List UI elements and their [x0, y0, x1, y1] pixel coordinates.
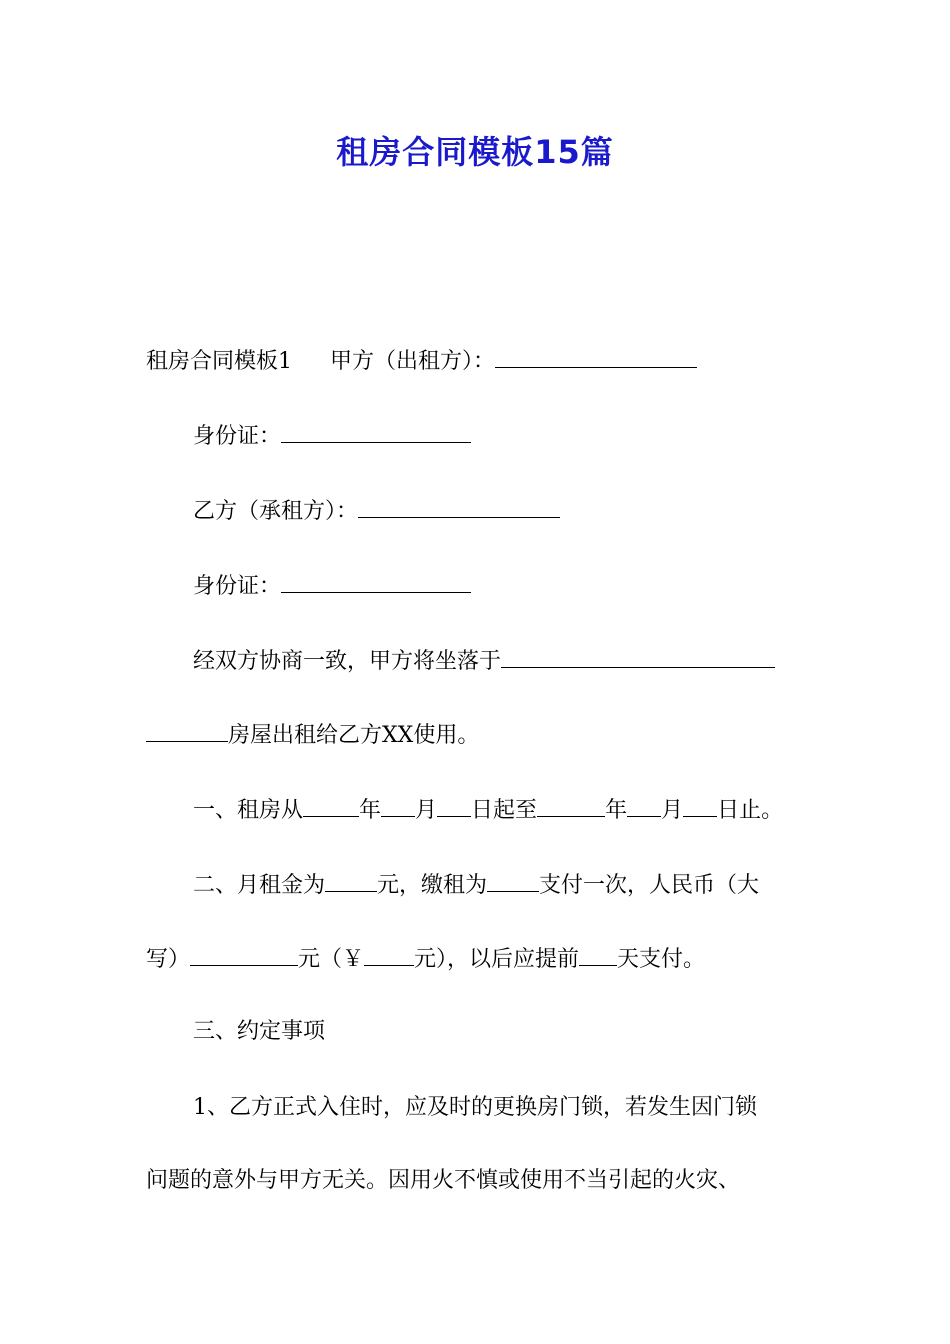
- contract-line-id-a: [193, 420, 471, 452]
- location-blank: [501, 645, 775, 668]
- rent-period-blank: [487, 869, 539, 892]
- contract-heading: 租房合同模板1: [146, 349, 292, 374]
- term-end-day-blank: [683, 794, 717, 817]
- document-title: 租房合同模板15篇: [336, 133, 614, 171]
- term-end-year-label: 年: [605, 798, 628, 823]
- party-a-label: 甲方（出租方）：: [330, 349, 496, 374]
- term-end-month-label: 月: [661, 798, 684, 823]
- rent-rmb-label: 支付一次，人民币（大: [539, 873, 760, 898]
- contract-line-term: [193, 794, 783, 826]
- clause-1-text-cont: 问题的意外与甲方无关。因用火不慎或使用不当引起的火灾、: [146, 1168, 741, 1193]
- rent-advance-label: 元），以后应提前: [414, 947, 580, 972]
- contract-line-rent: [193, 869, 759, 901]
- term-text-start: 一、租房从: [193, 798, 304, 823]
- term-month-label: 月: [415, 798, 438, 823]
- contract-line-house: [146, 719, 479, 751]
- term-start-year-blank: [303, 794, 359, 817]
- term-end-year-blank: [537, 794, 605, 817]
- term-year-label: 年: [359, 798, 382, 823]
- contract-line-location: [193, 645, 775, 677]
- contract-line-clause-1: [193, 1093, 757, 1123]
- location-blank-cont: [146, 719, 228, 742]
- rent-yuan-label: 元（￥: [298, 947, 365, 972]
- rent-capital-label: 写）: [146, 947, 191, 972]
- contract-line-rent-cont: [146, 943, 705, 975]
- rent-capital-blank: [190, 943, 298, 966]
- contract-line-party-b: [193, 495, 560, 527]
- rent-days-label: 天支付。: [617, 947, 706, 972]
- id-b-blank: [281, 570, 471, 593]
- rent-amount-blank: [325, 869, 377, 892]
- rent-payment-label: 元，缴租为: [377, 873, 488, 898]
- contract-line-party-a: [146, 345, 697, 377]
- clause-1-text: 1、乙方正式入住时，应及时的更换房门锁，若发生因门锁: [193, 1095, 757, 1120]
- contract-line-id-b: [193, 570, 471, 602]
- id-a-blank: [281, 420, 471, 443]
- id-b-label: 身份证：: [193, 574, 282, 599]
- term-end-month-blank: [627, 794, 661, 817]
- contract-line-clause-1-cont: [146, 1166, 740, 1196]
- term-to-label: 日起至: [471, 798, 538, 823]
- location-label: 经双方协商一致，甲方将坐落于: [193, 649, 502, 674]
- contract-line-section-3: [193, 1017, 325, 1047]
- party-b-blank: [358, 495, 560, 518]
- id-a-label: 身份证：: [193, 424, 282, 449]
- term-start-month-blank: [381, 794, 415, 817]
- section-3-heading: 三、约定事项: [193, 1019, 326, 1044]
- house-text: 房屋出租给乙方XX使用。: [228, 723, 480, 748]
- party-b-label: 乙方（承租方）：: [193, 499, 359, 524]
- party-a-blank: [495, 345, 697, 368]
- rent-yuan-blank: [364, 943, 414, 966]
- term-start-day-blank: [437, 794, 471, 817]
- term-end-label: 日止。: [717, 798, 784, 823]
- rent-label: 二、月租金为: [193, 873, 326, 898]
- rent-days-blank: [579, 943, 617, 966]
